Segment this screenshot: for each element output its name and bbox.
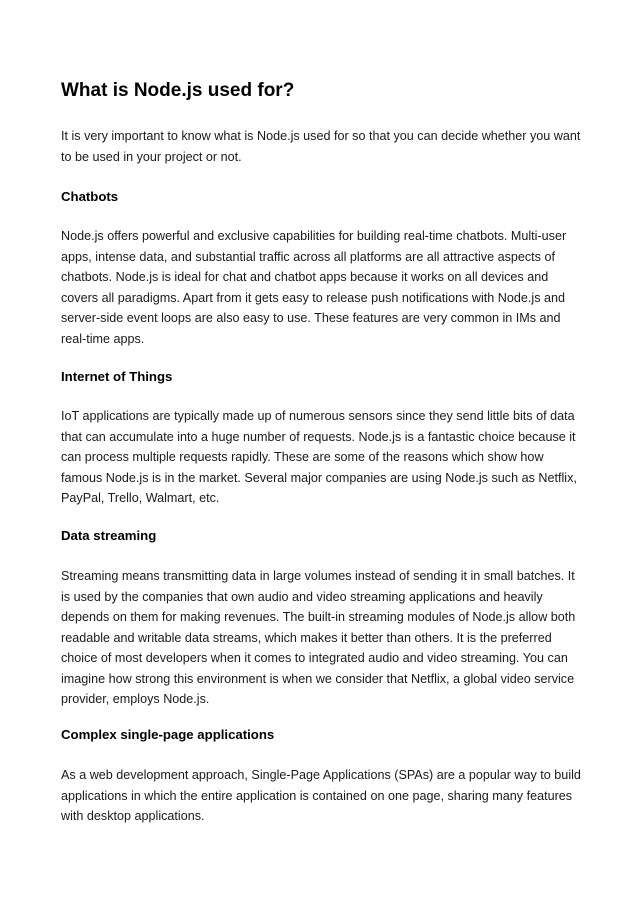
section-body-chatbots: Node.js offers powerful and exclusive capabilities for building real-time chatbots. Multi-user apps, intense data, and substantial traffic across all platforms are all attractive aspects of chatbots. Node.js is ideal for chat and chatbot apps because it works on all devices and covers all paradigms. Apart from it gets easy to release push notifications with Node.js and server-side event loops are also easy to use. These features are very common in IMs and real-time apps. [61, 229, 567, 346]
section-body-internet-of-things: IoT applications are typically made up of numerous sensors since they send little bits of data that can accumulate into a huge number of requests. Node.js is a fantastic choice because it can process multiple requests rapidly. These are some of the reasons which show how famous Node.js is in the market. Several major companies are using Node.js such as Netflix, PayPal, Trello, Walmart, etc. [61, 409, 577, 505]
page-title: What is Node.js used for? [61, 80, 295, 101]
section-heading-complex-spa: Complex single-page applications [61, 727, 275, 742]
intro-paragraph: It is very important to know what is Node.js used for so that you can decide whether you want to be used in your project or not. [61, 129, 581, 164]
section-heading-data-streaming: Data streaming [61, 528, 157, 543]
section-heading-internet-of-things: Internet of Things [61, 369, 173, 384]
section-heading-chatbots: Chatbots [61, 189, 119, 204]
section-body-data-streaming: Streaming means transmitting data in large volumes instead of sending it in small batches. It is used by the companies that own audio and video streaming applications and heavily depends on them for making revenues. The built-in streaming modules of Node.js allow both readable and writable data streams, which makes it better than others. It is the preferred choice of most developers when it comes to integrated audio and video streaming. You can imagine how strong this environment is when we consider that Netflix, a global video service provider, employs Node.js. [61, 569, 576, 706]
section-body-complex-spa: As a web development approach, Single-Page Applications (SPAs) are a popular way to build applications in which the entire application is contained on one page, sharing many features with desktop applications. [61, 768, 581, 823]
